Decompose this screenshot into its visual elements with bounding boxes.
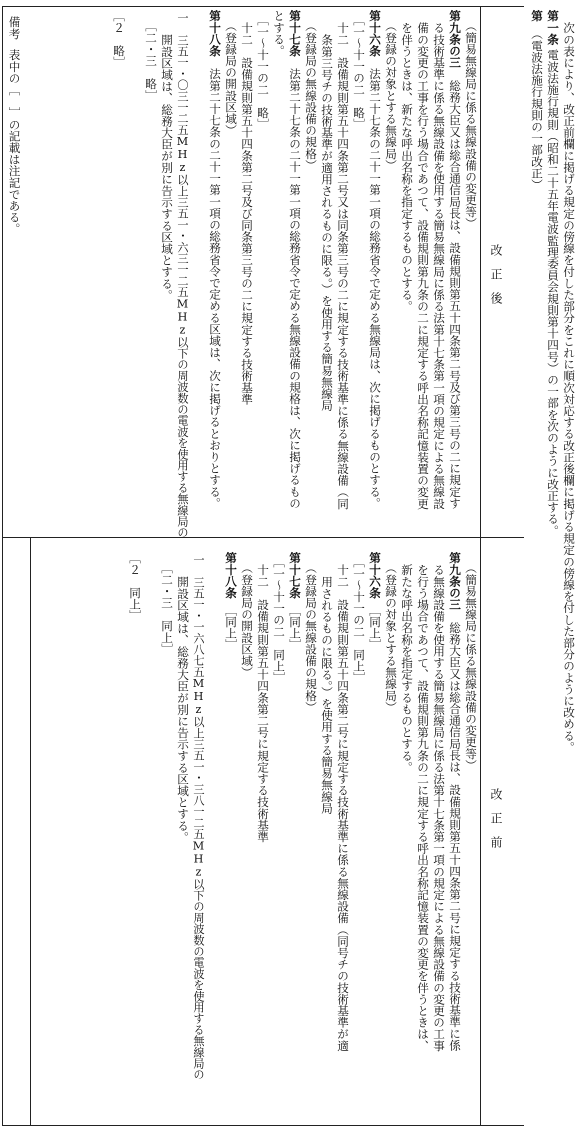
before-line-15	[224, 552, 236, 651]
after-line-8: 十二 設備規則第五十四条第二号又は同条第三号の二に規定する技術基準に係る無線設備（同	[336, 22, 350, 510]
intro-line-3: 次の表により、改正前欄に掲げる規定の傍線を付した部分をこれに順次対応する改正後欄に掲げる規定の傍線を付した部分のように改める。	[562, 22, 576, 753]
before-line-7: ［一～十一の二 同上］	[352, 556, 366, 684]
article-text: 法第二十七条の二十一第一項の総務省令で定める無線設備の規格は、次に掲げるもの	[288, 56, 302, 509]
after-line-12: とする。	[272, 10, 286, 57]
after-line-4: を伴うときは、新たな呼出名称を指定するものとする。	[400, 22, 414, 312]
article-number: 第十七条	[288, 552, 302, 599]
intro-article-prefix: 第	[530, 10, 544, 22]
before-line-2: る無線設備を使用する簡易無線局に係る法第十七条第一項の規定による無線設備の変更の工事	[432, 564, 446, 1052]
before-line-9: 用されるものに限る。）を使用する簡易無線局	[320, 576, 334, 814]
before-line-18: ［二・三 同上］	[160, 562, 174, 655]
header-after: 改 正 後	[489, 244, 503, 304]
after-line-0: （簡易無線局に係る無線設備の変更等）	[464, 20, 478, 229]
intro-line-2	[546, 10, 558, 536]
article-number: 第九条の三	[448, 10, 462, 68]
table-column-divider	[2, 537, 524, 538]
after-line-3: 備の変更の工事を行う場合であつて、設備規則第九条の二に規定する呼出名称記憶装置の変更	[416, 22, 430, 510]
before-line-14: （登録局の開設区域）	[240, 562, 254, 678]
article-text: 法第二十七条の二十一第一項の総務省令で定める区域は、次に掲げるとおりとする。	[208, 56, 222, 509]
note-text: 表中の［ ］の記載は注記である。	[7, 49, 22, 235]
before-line-6	[368, 552, 380, 651]
before-line-12: ［一～十一の二 同上］	[272, 556, 286, 684]
article-number: 第十八条	[208, 10, 222, 57]
article-text: 法第二十七条の二十一第一項の総務省令で定める無線局は、次に掲げるものとする。	[368, 56, 382, 509]
article-text: ［同上］	[368, 598, 382, 651]
intro-article-body: 電波法施行規則（昭和二十五年電波監理委員会規則第十四号）の一部を次のように改正する。	[546, 48, 560, 537]
note	[8, 16, 20, 235]
before-line-11	[288, 552, 300, 651]
after-line-7: ［一～十一の二 略］	[352, 14, 366, 130]
before-line-16: 一 三五一・一六八七五MHz以上三五一・三八一二五MHz以下の周波数の電波を使用する無線局の	[192, 554, 205, 1080]
intro-article-number: 第一条	[546, 10, 560, 45]
intro-article-title: （電波法施行規則の一部改正）	[530, 27, 544, 191]
article-number: 第十六条	[368, 10, 382, 57]
note-label: 備考	[7, 16, 22, 40]
header-before: 改 正 前	[489, 788, 503, 848]
article-number: 第十八条	[224, 552, 238, 599]
before-line-3: を行う場合であつて、設備規則第九条の二に規定する呼出名称記憶装置の変更を伴うときは、	[416, 564, 430, 1052]
before-line-4: 新たな呼出名称を指定するものとする。	[400, 564, 414, 773]
before-line-17: 開設区域は、総務大臣が別に告示する区域とする。	[176, 576, 190, 843]
article-text: ［同上］	[224, 598, 238, 651]
article-text: 総務大臣又は総合通信局長は、設備規則第五十四条第二号及び第三号の二に規定す	[448, 68, 462, 509]
after-line-19: ［二・三 略］	[144, 20, 158, 102]
after-line-15: （登録局の開設区域）	[224, 20, 238, 136]
after-line-17: 一 三五一・〇三一二五MHz以上三五一・六三一二五MHz以下の周波数の電波を使用する無線局の	[176, 12, 189, 538]
after-line-5: （登録の対象とする無線局）	[384, 20, 398, 171]
before-line-10: （登録局の無線設備の規格）	[304, 562, 318, 713]
intro-line-1	[530, 10, 542, 190]
after-line-1	[448, 10, 460, 509]
after-line-9: 条第三号チの技術基準が適用されるものに限る。）を使用する簡易無線局	[320, 34, 334, 411]
after-line-11	[288, 10, 300, 509]
article-number: 第十七条	[288, 10, 302, 57]
table-header-divider	[480, 6, 481, 1126]
after-line-18: 開設区域は、総務大臣が別に告示する区域とする。	[160, 34, 174, 301]
note-divider	[30, 537, 31, 1126]
before-line-13: 十二 設備規則第五十四条第二号に規定する技術基準	[256, 564, 270, 843]
after-line-2: る技術基準に係る無線設備を使用する簡易無線局に係る法第十七条第一項の規定による無線設	[432, 22, 446, 510]
before-line-0: （簡易無線局に係る無線設備の変更等）	[464, 562, 478, 771]
article-text: ［同上］	[288, 598, 302, 651]
after-line-6	[368, 10, 380, 509]
article-number: 第九条の三	[448, 552, 462, 610]
before-line-19: ［２ 同上］	[128, 552, 142, 622]
before-line-1	[448, 552, 460, 1051]
article-number: 第十六条	[368, 552, 382, 599]
after-line-20: ［２ 略］	[112, 10, 126, 68]
after-line-14: 十二 設備規則第五十四条第二号及び同条第三号の二に規定する技術基準	[240, 22, 254, 405]
after-line-10: （登録局の無線設備の規格）	[304, 20, 318, 171]
after-line-16	[208, 10, 220, 509]
after-line-13: ［一～十一の二 略］	[256, 14, 270, 130]
before-line-5: （登録の対象とする無線局）	[384, 562, 398, 713]
article-text: 総務大臣又は総合通信局長は、設備規則第五十四条第二号に規定する技術基準に係	[448, 610, 462, 1051]
before-line-8: 十二 設備規則第五十四条第二号に規定する技術基準に係る無線設備（同号チの技術基準が適	[336, 564, 350, 1052]
